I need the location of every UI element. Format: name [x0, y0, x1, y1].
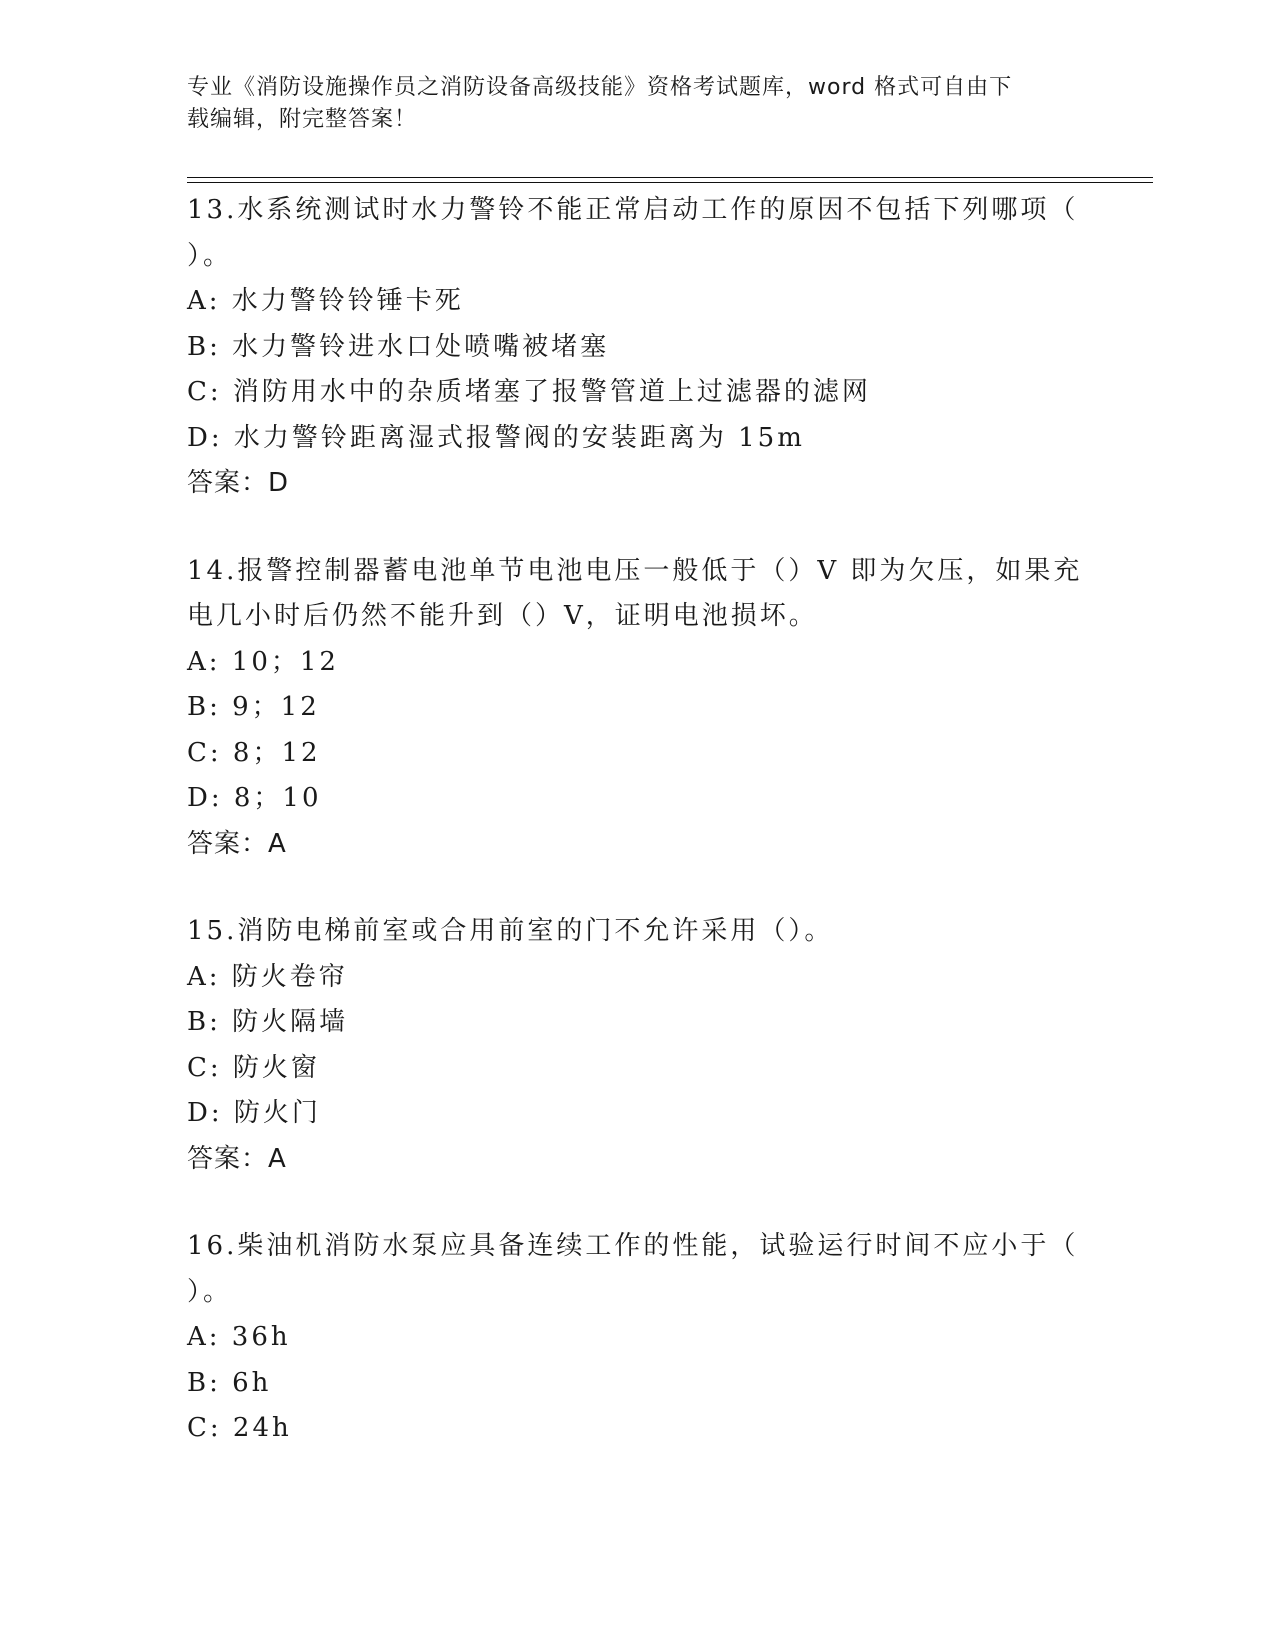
question-text-line: ）。: [187, 1276, 233, 1307]
question-14: [187, 549, 1087, 868]
option-b: B: 防火隔墙: [187, 1007, 349, 1037]
option-c: C: 防火窗: [187, 1052, 320, 1083]
option-b: B: 9；12: [187, 692, 320, 722]
option-c: C: 8；12: [187, 737, 321, 768]
option-a: A: 防火卷帘: [187, 961, 348, 992]
option-a: A: 10；12: [187, 646, 339, 677]
question-list: [187, 188, 1087, 1494]
answer-line: 答案：A: [187, 828, 287, 859]
answer-line: 答案：A: [187, 1143, 287, 1174]
option-a: A: 36h: [187, 1322, 291, 1352]
header-line-1: 专业《消防设施操作员之消防设备高级技能》资格考试题库，word 格式可自由下: [187, 75, 1013, 100]
question-text-line: 16.柴油机消防水泵应具备连续工作的性能，试验运行时间不应小于（: [187, 1231, 1079, 1261]
option-d: D: 水力警铃距离湿式报警阀的安装距离为 15m: [187, 422, 805, 453]
option-b: B: 水力警铃进水口处喷嘴被堵塞: [187, 331, 610, 362]
option-d: D: 防火门: [187, 1098, 321, 1128]
question-15: [187, 909, 1087, 1182]
question-text-line: 14.报警控制器蓄电池单节电池电压一般低于（）V 即为欠压，如果充: [187, 555, 1083, 586]
option-a: A: 水力警铃铃锤卡死: [187, 286, 464, 316]
question-text-line: 15.消防电梯前室或合用前室的门不允许采用（）。: [187, 916, 834, 946]
option-c: C: 24h: [187, 1413, 292, 1443]
document-header: [187, 72, 1067, 136]
option-d: D: 8；10: [187, 783, 322, 813]
question-text-line: 电几小时后仍然不能升到（）V，证明电池损坏。: [187, 601, 818, 631]
question-text-line: 13.水系统测试时水力警铃不能正常启动工作的原因不包括下列哪项（: [187, 195, 1079, 225]
answer-line: 答案：D: [187, 468, 290, 498]
question-16: [187, 1224, 1087, 1452]
question-text-line: ）。: [187, 240, 233, 271]
header-line-2: 载编辑，附完整答案！: [187, 107, 418, 132]
option-b: B: 6h: [187, 1367, 272, 1398]
question-13: [187, 188, 1087, 507]
header-divider-bottom: [187, 182, 1153, 183]
option-c: C: 消防用水中的杂质堵塞了报警管道上过滤器的滤网: [187, 377, 871, 407]
header-divider-top: [187, 177, 1153, 178]
